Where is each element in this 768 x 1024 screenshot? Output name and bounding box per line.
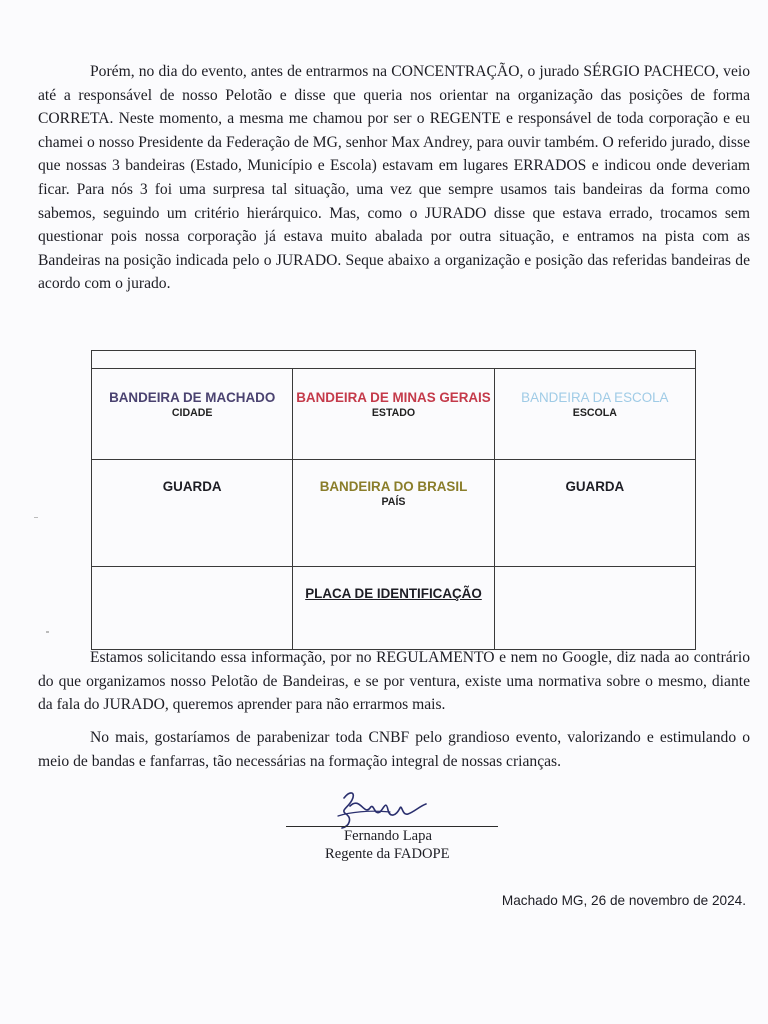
brazil-flag-subtitle: PAÍS xyxy=(381,496,406,508)
table-row xyxy=(92,567,696,650)
paragraph-1: Porém, no dia do evento, antes de entrarmos na CONCENTRAÇÃO, o jurado SÉRGIO PACHECO, veio até a responsável de nosso Pelotão e disse que queria nos orientar na organização das posições de forma CORRETA. Neste momento, a mesma me chamou por ser o REGENTE e responsável de toda corporação e eu chamei o nosso Presidente da Federação de MG, senhor Max Andrey, para ouvir também. O referido jurado, disse que nossas 3 bandeiras (Estado, Município e Escola) estavam em lugares ERRADOS e indicou onde deveriam ficar. Para nós 3 foi uma surpresa tal situação, uma vez que sempre usamos tais bandeiras da forma como sabemos, seguindo um critério hierárquico. Mas, como o JURADO disse que estava errado, trocamos sem questionar pois nossa corporação já estava muito abalada por outra situação, e entramos na pista com as Bandeiras na posição indicada pelo o JURADO. Seque abaixo a organização e posição das referidas bandeiras de acordo com o jurado. xyxy=(38,63,750,293)
signatory-role: Regente da FADOPE xyxy=(325,846,450,862)
date-line: Machado MG, 26 de novembro de 2024. xyxy=(501,893,746,908)
cell-city-flag xyxy=(92,369,293,460)
identification-plate-label: PLACA DE IDENTIFICAÇÃO xyxy=(305,586,482,601)
table-top-strip xyxy=(92,351,696,369)
guard-left-label: GUARDA xyxy=(162,479,222,494)
guard-right-label: GUARDA xyxy=(565,479,625,494)
cell-guard-right xyxy=(494,460,695,567)
city-flag-title: BANDEIRA DE MACHADO xyxy=(109,390,276,405)
table-row xyxy=(92,460,696,567)
state-flag-subtitle: ESTADO xyxy=(371,407,416,419)
paragraph-3: No mais, gostaríamos de parabenizar toda CNBF pelo grandioso evento, valorizando e estimulando o meio de bandas e fanfarras, tão necessárias na formação integral de nossas crianças. xyxy=(38,729,750,770)
state-flag-title: BANDEIRA DE MINAS GERAIS xyxy=(296,390,491,405)
school-flag-subtitle: ESCOLA xyxy=(572,407,617,419)
scan-speck xyxy=(46,631,49,633)
flag-position-table xyxy=(91,350,696,650)
signature-line xyxy=(286,826,498,827)
cell-school-flag xyxy=(494,369,695,460)
cell-empty-right xyxy=(494,567,695,650)
cell-guard-left xyxy=(92,460,293,567)
table-row xyxy=(92,369,696,460)
table-top-strip-cell xyxy=(92,351,696,369)
school-flag-title: BANDEIRA DA ESCOLA xyxy=(521,390,669,405)
cell-state-flag xyxy=(293,369,494,460)
city-flag-subtitle: CIDADE xyxy=(171,407,213,419)
scan-speck xyxy=(34,517,38,518)
cell-brazil-flag xyxy=(293,460,494,567)
cell-empty-left xyxy=(92,567,293,650)
paragraph-2: Estamos solicitando essa informação, por no REGULAMENTO e nem no Google, diz nada ao contrário do que organizamos nosso Pelotão de Bandeiras, e se por ventura, existe uma normativa sobre o mesmo, diante da fala do JURADO, queremos aprender para não errarmos mais. xyxy=(38,649,750,714)
signatory-name: Fernando Lapa xyxy=(344,828,432,844)
brazil-flag-title: BANDEIRA DO BRASIL xyxy=(319,479,468,494)
cell-identification-plate xyxy=(293,567,494,650)
